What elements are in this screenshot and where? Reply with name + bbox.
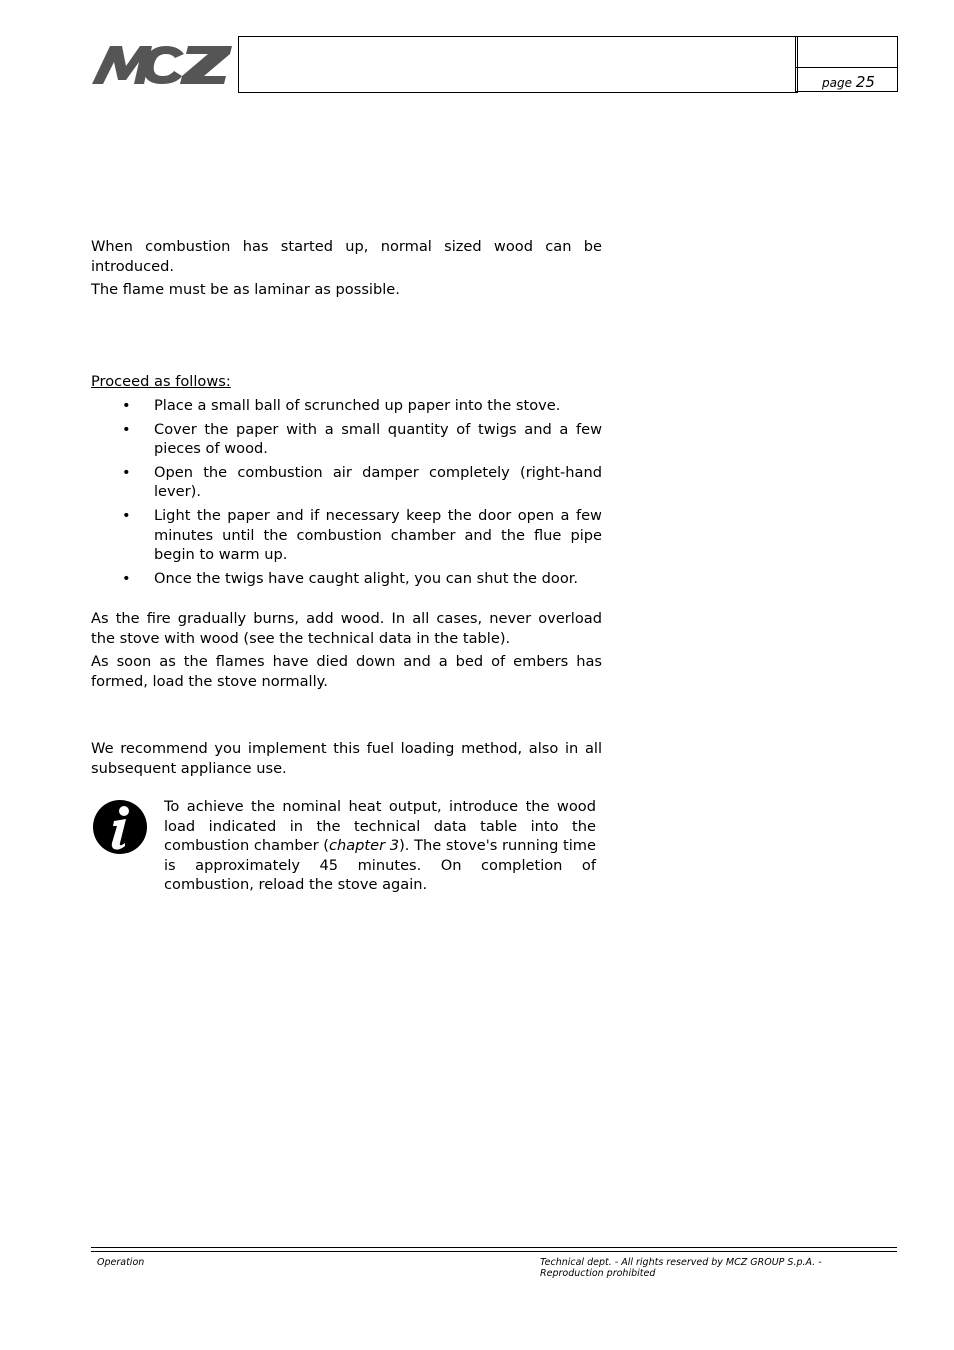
- list-item: • Cover the paper with a small quantity of twigs and a few pieces of wood.: [122, 420, 602, 458]
- info-icon: [92, 799, 148, 855]
- mcz-logo: [92, 44, 232, 86]
- list-item: • Once the twigs have caught alight, you can shut the door.: [122, 569, 579, 587]
- paragraph-combustion-started: When combustion has started up, normal sized wood can be introduced.: [91, 238, 602, 275]
- page-number: page 25: [822, 73, 875, 91]
- header-title-box: [238, 36, 798, 93]
- procedure-list: [91, 396, 602, 588]
- paragraph-embers: As soon as the flames have died down and a bed of embers has formed, load the stove normally.: [91, 653, 602, 690]
- paragraph-recommend: We recommend you implement this fuel loading method, also in all subsequent appliance use.: [91, 740, 602, 777]
- footer-rule: [91, 1251, 897, 1252]
- paragraph-add-wood: As the fire gradually burns, add wood. In all cases, never overload the stove with wood (see the technical data in the table).: [91, 610, 602, 647]
- proceed-heading: Proceed as follows:: [91, 373, 231, 390]
- footer-section: Operation: [97, 1257, 145, 1268]
- paragraph-laminar-flame: The flame must be as laminar as possible.: [91, 281, 400, 298]
- list-item: • Light the paper and if necessary keep the door open a few minutes until the combustion chamber and the flue pipe begin to warm up.: [122, 506, 602, 564]
- list-item: • Open the combustion air damper completely (right-hand lever).: [122, 463, 602, 501]
- footer-copyright: Technical dept. - All rights reserved by MCZ GROUP S.p.A. - Reproduction prohibited: [540, 1257, 822, 1279]
- list-item: • Place a small ball of scrunched up paper into the stove.: [122, 397, 561, 414]
- info-note-text: To achieve the nominal heat output, introduce the wood load indicated in the technical data table into the combustion chamber (chapter 3). The stove's running time is approximately 45 minutes. On completion of combustion, reload the stove again.: [164, 798, 597, 894]
- header-code-box: [795, 36, 898, 68]
- footer-rule: [91, 1247, 897, 1248]
